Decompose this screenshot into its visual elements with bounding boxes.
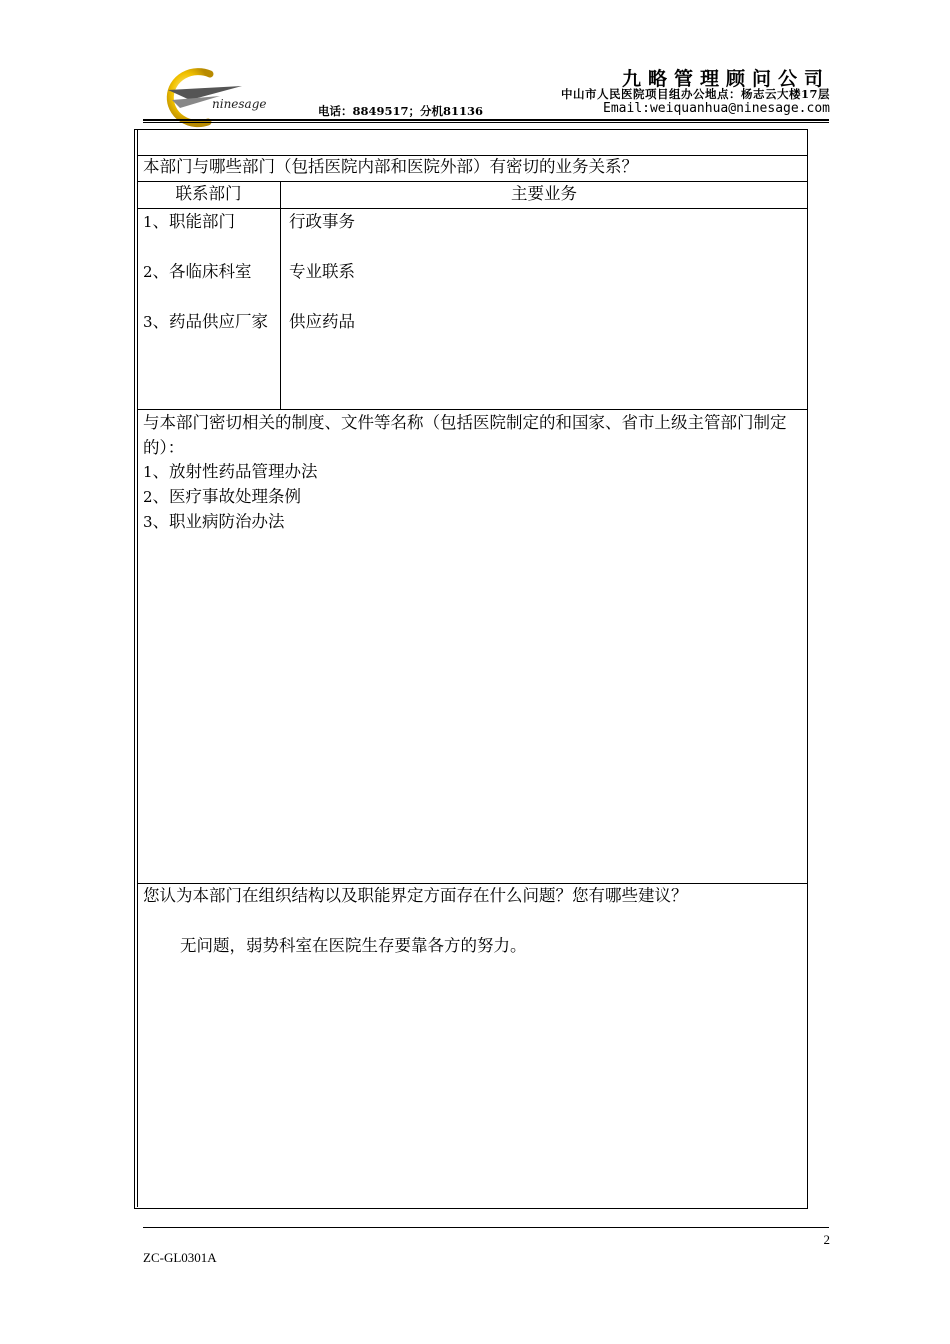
issues-answer: 无问题，弱势科室在医院生存要靠各方的努力。 [180, 936, 527, 955]
email-address: Email:weiquanhua@ninesage.com [603, 101, 830, 116]
footer-divider [143, 1227, 829, 1228]
page-number: 2 [823, 1232, 830, 1247]
dept-cell: 2、各临床科室 [143, 262, 252, 281]
phone-number: 电话：8849517；分机81136 [318, 104, 484, 118]
column-divider [280, 181, 281, 409]
header-divider [143, 119, 829, 121]
dept-cell: 1、职能部门 [143, 212, 236, 231]
regulation-item: 1、放射性药品管理办法 [143, 462, 318, 481]
column-header-business: 主要业务 [511, 184, 577, 203]
regulation-item: 3、职业病防治办法 [143, 512, 285, 531]
regulations-question: 与本部门密切相关的制度、文件等名称（包括医院制定的和国家、省市上级主管部门制定的）： [143, 413, 787, 457]
business-cell: 行政事务 [289, 212, 355, 231]
business-cell: 专业联系 [289, 262, 355, 281]
row-divider [137, 208, 807, 209]
business-cell: 供应药品 [289, 312, 355, 331]
relations-question: 本部门与哪些部门（包括医院内部和医院外部）有密切的业务关系？ [143, 157, 638, 176]
logo-wordmark: ninesage [212, 97, 267, 111]
form-table-inner-border [137, 129, 807, 1207]
document-code: ZC-GL0301A [143, 1250, 217, 1265]
regulation-item: 2、医疗事故处理条例 [143, 487, 302, 506]
issues-question: 您认为本部门在组织结构以及职能界定方面存在什么问题？您有哪些建议？ [143, 886, 688, 905]
column-header-dept: 联系部门 [175, 184, 242, 203]
header-divider-thin [143, 122, 829, 123]
company-name: 九略管理顾问公司 [621, 68, 830, 90]
office-address: 中山市人民医院项目组办公地点：杨志云大楼17层 [560, 87, 830, 101]
dept-cell: 3、药品供应厂家 [143, 312, 269, 331]
